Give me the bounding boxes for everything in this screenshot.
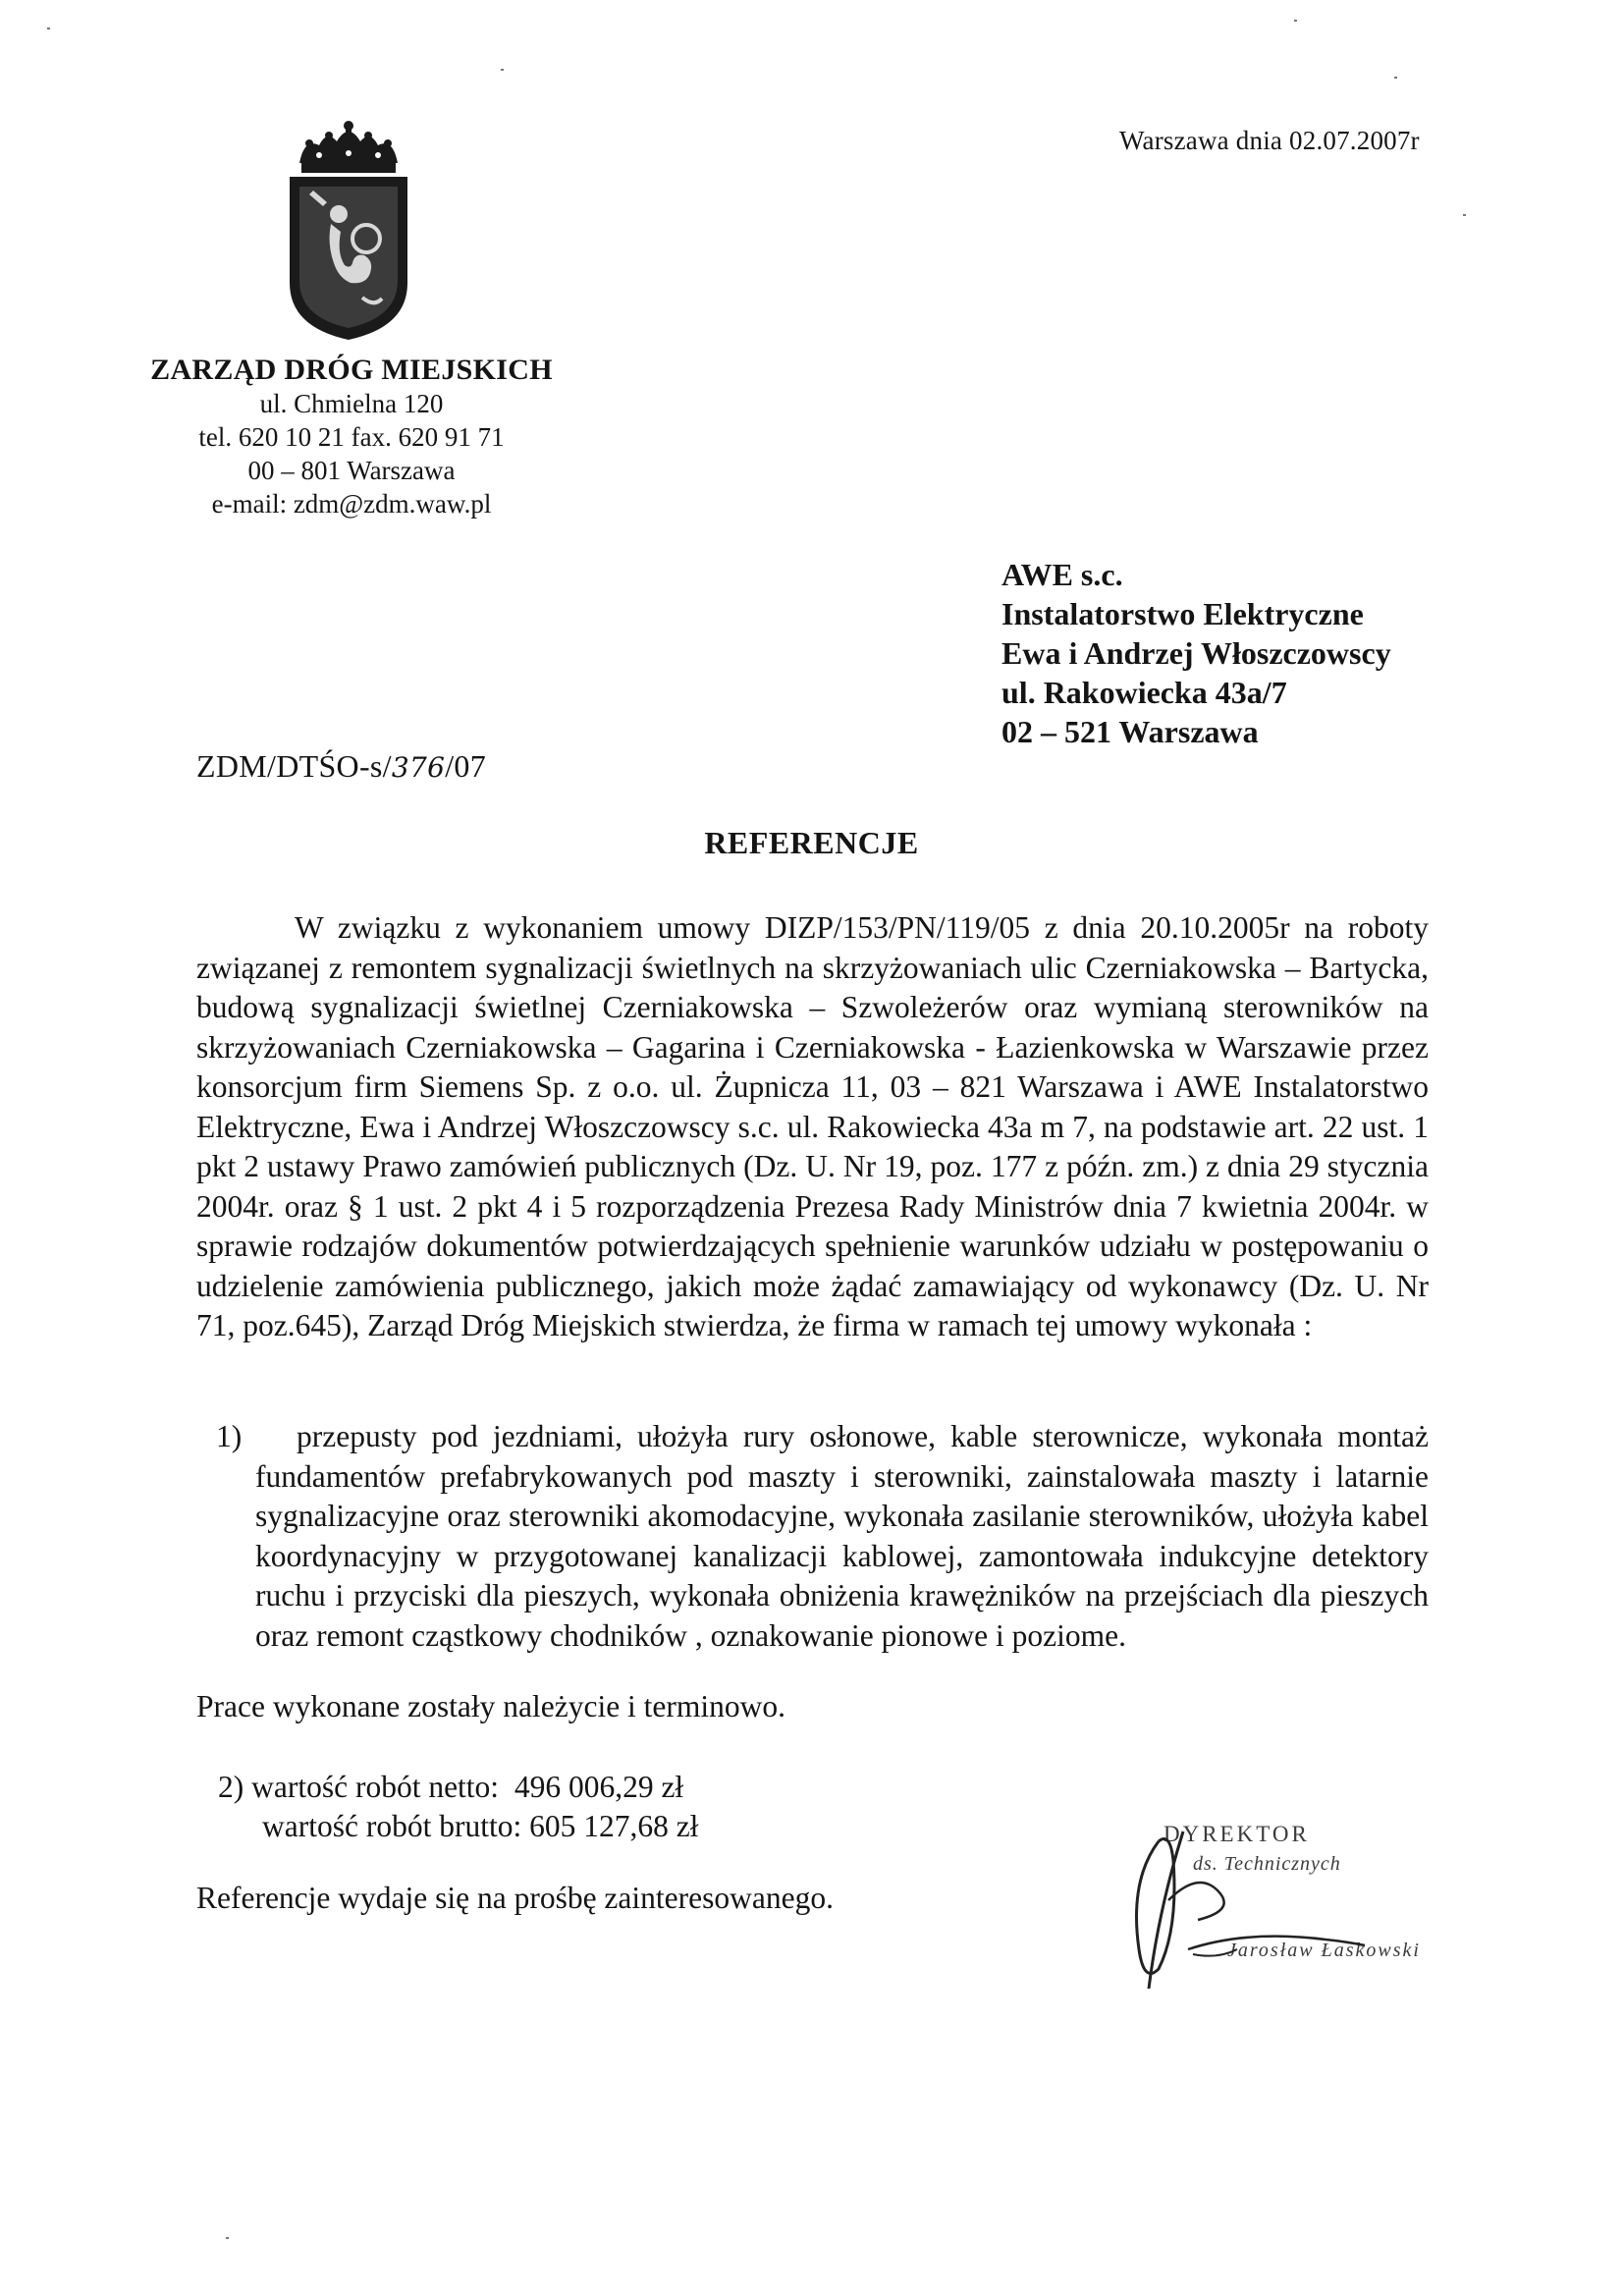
list-item-text: przepusty pod jezdniami, ułożyła rury osłonowe, kable sterownicze, wykonała montaż fundamentów prefabrykowanych pod maszty i sterowniki, zainstalowała maszty i latarnie sygnalizacyjne oraz sterowniki akomodacyjne, wykonała zasilanie sterowników, ułożyła kabel koordynacyjny w przygotowanej kanalizacji kablowej, zamontowała indukcyjne detektory ruchu i przyciski dla pieszych, wykonała obniżenia krawężników na przejściach dla pieszych oraz remont cząstkowy chodników , oznakowanie pionowe i poziome. — [255, 1419, 1429, 1653]
sender-postal: 00 – 801 Warszawa — [247, 456, 456, 485]
list-item-number: 1) — [216, 1419, 243, 1453]
recipient-line: AWE s.c. — [1001, 557, 1123, 592]
main-paragraph: W związku z wykonaniem umowy DIZP/153/PN/119/05 z dnia 20.10.2005r na roboty związanej z remontem sygnalizacji świetlnych na skrzyżowaniach ulic Czerniakowska – Bartycka, budową sygnalizacji świetlnej Czerniakowska – Szwoleżerów oraz wymianą sterowników na skrzyżowaniach Czerniakowska – Gagarina i Czerniakowska - Łazienkowska w Warszawie przez konsorcjum firm Siemens Sp. z o.o. ul. Żupnicza 11, 03 – 821 Warszawa i AWE Instalatorstwo Elektryczne, Ewa i Andrzej Włoszczowscy s.c. ul. Rakowiecka 43a m 7, na podstawie art. 22 ust. 1 pkt 2 ustawy Prawo zamówień publicznych (Dz. U. Nr 19, poz. 177 z późn. zm.) z dnia 29 stycznia 2004r. oraz § 1 ust. 2 pkt 4 i 5 rozporządzenia Prezesa Rady Ministrów dnia 7 kwietnia 2004r. w sprawie rodzajów dokumentów potwierdzających spełnienie warunków udziału w postępowaniu o udzielenie zamówienia publicznego, jakich może żądać zamawiający od wykonawcy (Dz. U. Nr 71, poz.645), Zarząd Dróg Miejskich stwierdza, że firma w ramach tej umowy wykonała : — [196, 910, 1429, 1342]
gross-value-label: wartość robót brutto: — [262, 1809, 522, 1843]
recipient-line: ul. Rakowiecka 43a/7 — [1001, 675, 1287, 710]
sender-email: e-mail: zdm@zdm.waw.pl — [211, 489, 492, 519]
letter-date: Warszawa dnia 02.07.2007r — [1119, 126, 1420, 155]
gross-value: 605 127,68 zł — [529, 1809, 699, 1843]
reference-suffix: /07 — [445, 748, 487, 784]
document-title: REFERENCJE — [704, 825, 919, 860]
warsaw-coat-of-arms-icon — [280, 116, 417, 342]
closing-statement: Prace wykonane zostały należycie i terminowo. — [196, 1689, 786, 1723]
recipient-line: Instalatorstwo Elektryczne — [1001, 596, 1364, 631]
net-value: 496 006,29 zł — [514, 1770, 684, 1804]
recipient-line: 02 – 521 Warszawa — [1001, 714, 1259, 749]
stamp-title: DYREKTOR — [1163, 1822, 1310, 1846]
sender-name: ZARZĄD DRÓG MIEJSKICH — [150, 354, 553, 386]
contract-values — [218, 1768, 698, 1846]
handwritten-signature-icon — [1090, 1802, 1404, 1998]
reference-prefix: ZDM/DTŚO-s/ — [196, 748, 392, 784]
net-value-label: 2) wartość robót netto: — [218, 1770, 500, 1804]
stamp-subtitle: ds. Technicznych — [1193, 1853, 1341, 1875]
stamp-signer-name: Jarosław Łaskowski — [1227, 1940, 1421, 1961]
recipient-line: Ewa i Andrzej Włoszczowscy — [1001, 635, 1391, 671]
sender-address: ul. Chmielna 120 — [259, 389, 444, 418]
reference-number — [196, 748, 486, 785]
recipient-block — [1001, 555, 1391, 751]
reference-handwritten-number: 376 — [391, 751, 446, 784]
sender-block — [145, 354, 558, 520]
final-statement: Referencje wydaje się na prośbę zainteresowanego. — [196, 1881, 834, 1915]
sender-phone: tel. 620 10 21 fax. 620 91 71 — [198, 422, 505, 452]
